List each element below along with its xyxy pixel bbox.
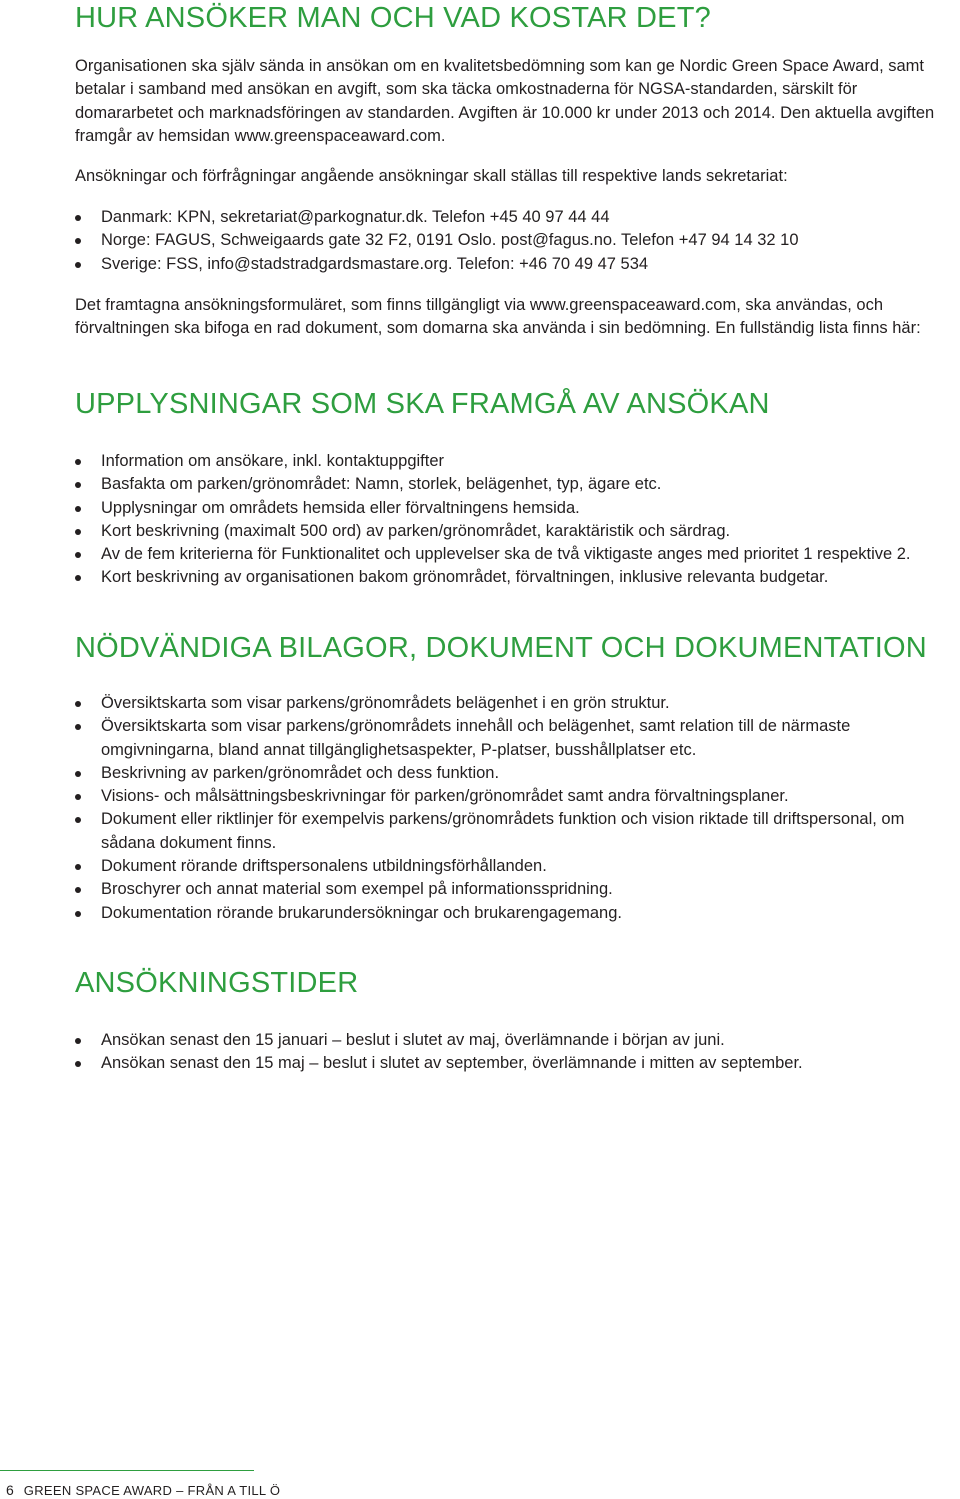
bullet-icon [75,238,81,244]
list-item: Kort beskrivning (maximalt 500 ord) av parken/grönområdet, karaktäristik och särdrag. [75,520,955,543]
page-title: HUR ANSÖKER MAN OCH VAD KOSTAR DET? [75,2,711,34]
list-item: Sverige: FSS, info@stadstradgardsmastare.org. Telefon: +46 70 49 47 534 [75,253,955,276]
bullet-icon [75,506,81,512]
list-item: Visions- och målsättningsbeskrivningar för parken/grönområdet samt andra förvaltningsplaner. [75,785,955,808]
list-item: Översiktskarta som visar parkens/grönområdets innehåll och belägenhet, samt relation till de närmaste omgivningarna, bland annat tillgänglighetsaspekter, P-platser, busshållplatser etc. [75,715,955,762]
bullet-icon [75,552,81,558]
list-item: Dokument eller riktlinjer för exempelvis parkens/grönområdets funktion och vision riktade till driftspersonal, om sådana dokument finns. [75,808,955,855]
bullet-icon [75,482,81,488]
list-item: Ansökan senast den 15 januari – beslut i slutet av maj, överlämnande i början av juni. [75,1029,955,1052]
bullet-icon [75,575,81,581]
bullet-icon [75,794,81,800]
list-item: Danmark: KPN, sekretariat@parkognatur.dk. Telefon +45 40 97 44 44 [75,206,955,229]
list-item: Dokument rörande driftspersonalens utbildningsförhållanden. [75,855,955,878]
bullet-icon [75,911,81,917]
bullet-icon [75,864,81,870]
list-item: Dokumentation rörande brukarundersökningar och brukarengagemang. [75,902,955,925]
section-heading-times: ANSÖKNINGSTIDER [75,967,359,999]
bullet-icon [75,887,81,893]
contact-intro: Ansökningar och förfrågningar angående ansökningar skall ställas till respektive lands sekretariat: [75,167,788,185]
bullet-icon [75,215,81,221]
footer-divider [0,1470,254,1471]
bullet-icon [75,771,81,777]
bullet-icon [75,701,81,707]
list-item: Information om ansökare, inkl. kontaktuppgifter [75,450,955,473]
bullet-icon [75,1038,81,1044]
intro-paragraph: Organisationen ska själv sända in ansökan om en kvalitetsbedömning som kan ge Nordic Green Space Award, samt betalar i samband med ansökan en avgift, som ska täcka omkostnaderna för NGSA-standarden, särskilt för domararbetet och marknadsföringen av standarden. Avgiften är 10.000 kr under 2013 och 2014. Den aktuella avgiften framgår av hemsidan www.greenspaceaward.com. [75,57,935,145]
info-list [75,450,955,590]
list-item: Basfakta om parken/grönområdet: Namn, storlek, belägenhet, typ, ägare etc. [75,473,955,496]
docs-list [75,692,955,925]
list-item: Upplysningar om områdets hemsida eller förvaltningens hemsida. [75,497,955,520]
bullet-icon [75,817,81,823]
publication-title: GREEN SPACE AWARD – FRÅN A TILL Ö [23,1482,281,1498]
form-paragraph: Det framtagna ansökningsformuläret, som finns tillgängligt via www.greenspaceaward.com, ska användas, och förvaltningen ska bifoga en rad dokument, som domarna ska använda i sin bedömning. En fullständig lista finns här: [75,296,921,338]
list-item: Ansökan senast den 15 maj – beslut i slutet av september, överlämnande i mitten av september. [75,1052,955,1075]
bullet-icon [75,459,81,465]
list-item: Av de fem kriterierna för Funktionalitet och upplevelser ska de två viktigaste anges med prioritet 1 respektive 2. [75,543,955,566]
list-item: Översiktskarta som visar parkens/grönområdets belägenhet i en grön struktur. [75,692,955,715]
bullet-icon [75,724,81,730]
page-footer [6,1481,280,1499]
section-heading-info: UPPLYSNINGAR SOM SKA FRAMGÅ AV ANSÖKAN [75,388,770,420]
bullet-icon [75,529,81,535]
list-item: Beskrivning av parken/grönområdet och dess funktion. [75,762,955,785]
contact-list [75,206,955,276]
section-heading-docs: NÖDVÄNDIGA BILAGOR, DOKUMENT OCH DOKUMENTATION [75,632,927,664]
bullet-icon [75,262,81,268]
list-item: Broschyrer och annat material som exempel på informationsspridning. [75,878,955,901]
page-number: 6 [6,1482,14,1498]
times-list [75,1029,955,1076]
list-item: Kort beskrivning av organisationen bakom grönområdet, förvaltningen, inklusive relevanta budgetar. [75,566,955,589]
list-item: Norge: FAGUS, Schweigaards gate 32 F2, 0191 Oslo. post@fagus.no. Telefon +47 94 14 32 10 [75,229,955,252]
bullet-icon [75,1061,81,1067]
